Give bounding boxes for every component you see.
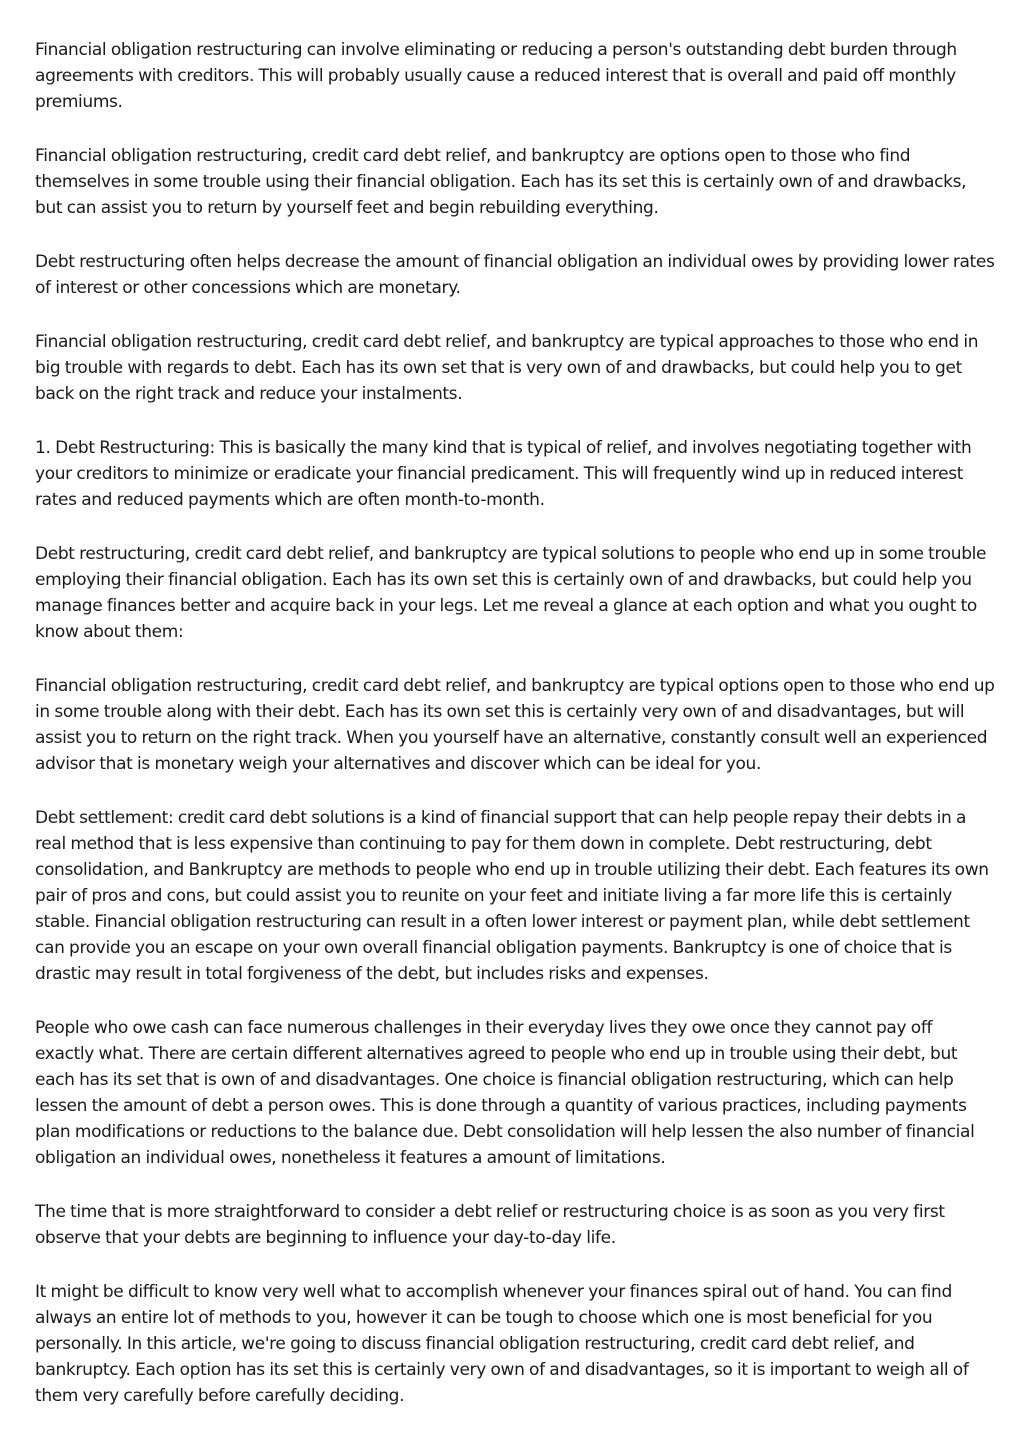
paragraph-8: Debt settlement: credit card debt solutions is a kind of financial support that can help people repay their debts in a real method that is less expensive than continuing to pay for them down in complete. Debt restructuring, debt consolidation, and Bankruptcy are methods to people who end up in trouble utilizing their debt. Each features its own pair of pros and cons, but could assist you to reunite on your feet and initiate living a far more life this is certainly stable. Financial obligation restructuring can result in a often lower interest or payment plan, while debt settlement can provide you an escape on your own overall financial obligation payments. Bankruptcy is one of choice that is drastic may result in total forgiveness of the debt, but includes risks and expenses. — [35, 808, 989, 984]
paragraph-10: The time that is more straightforward to consider a debt relief or restructuring choice is as soon as you very first observe that your debts are beginning to influence your day-to-day life. — [35, 1202, 945, 1248]
paragraph-2: Financial obligation restructuring, credit card debt relief, and bankruptcy are options open to those who find themselves in some trouble using their financial obligation. Each has its set this is certainly own of and drawbacks, but can assist you to return by yourself feet and begin rebuilding everything. — [35, 146, 967, 218]
paragraph-3: Debt restructuring often helps decrease the amount of financial obligation an individual owes by providing lower rates of interest or other concessions which are monetary. — [35, 252, 995, 298]
paragraph-7: Financial obligation restructuring, credit card debt relief, and bankruptcy are typical options open to those who end up in some trouble along with their debt. Each has its own set this is certainly very own of and disadvantages, but will assist you to return on the right track. When you yourself have an alternative, constantly consult well an experienced advisor that is monetary weigh your alternatives and discover which can be ideal for you. — [35, 676, 995, 774]
document-body — [35, 37, 995, 1437]
paragraph-11: It might be difficult to know very well what to accomplish whenever your finances spiral out of hand. You can find always an entire lot of methods to you, however it can be tough to choose which one is most beneficial for you personally. In this article, we're going to discuss financial obligation restructuring, credit card debt relief, and bankruptcy. Each option has its set this is certainly very own of and disadvantages, so it is important to weigh all of them very carefully before carefully deciding. — [35, 1282, 969, 1406]
paragraph-9: People who owe cash can face numerous challenges in their everyday lives they owe once they cannot pay off exactly what. There are certain different alternatives agreed to people who end up in trouble using their debt, but each has its set that is own of and disadvantages. One choice is financial obligation restructuring, which can help lessen the amount of debt a person owes. This is done through a quantity of various practices, including payments plan modifications or reductions to the balance due. Debt consolidation will help lessen the also number of financial obligation an individual owes, nonetheless it features a amount of limitations. — [35, 1018, 975, 1168]
paragraph-4: Financial obligation restructuring, credit card debt relief, and bankruptcy are typical approaches to those who end in big trouble with regards to debt. Each has its own set that is very own of and drawbacks, but could help you to get back on the right track and reduce your instalments. — [35, 332, 979, 404]
paragraph-5: 1. Debt Restructuring: This is basically the many kind that is typical of relief, and involves negotiating together with your creditors to minimize or eradicate your financial predicament. This will frequently wind up in reduced interest rates and reduced payments which are often month-to-month. — [35, 438, 972, 510]
paragraph-1: Financial obligation restructuring can involve eliminating or reducing a person's outstanding debt burden through agreements with creditors. This will probably usually cause a reduced interest that is overall and paid off monthly premiums. — [35, 40, 957, 112]
paragraph-6: Debt restructuring, credit card debt relief, and bankruptcy are typical solutions to people who end up in some trouble employing their financial obligation. Each has its own set this is certainly own of and drawbacks, but could help you manage finances better and acquire back in your legs. Let me reveal a glance at each option and what you ought to know about them: — [35, 544, 987, 642]
